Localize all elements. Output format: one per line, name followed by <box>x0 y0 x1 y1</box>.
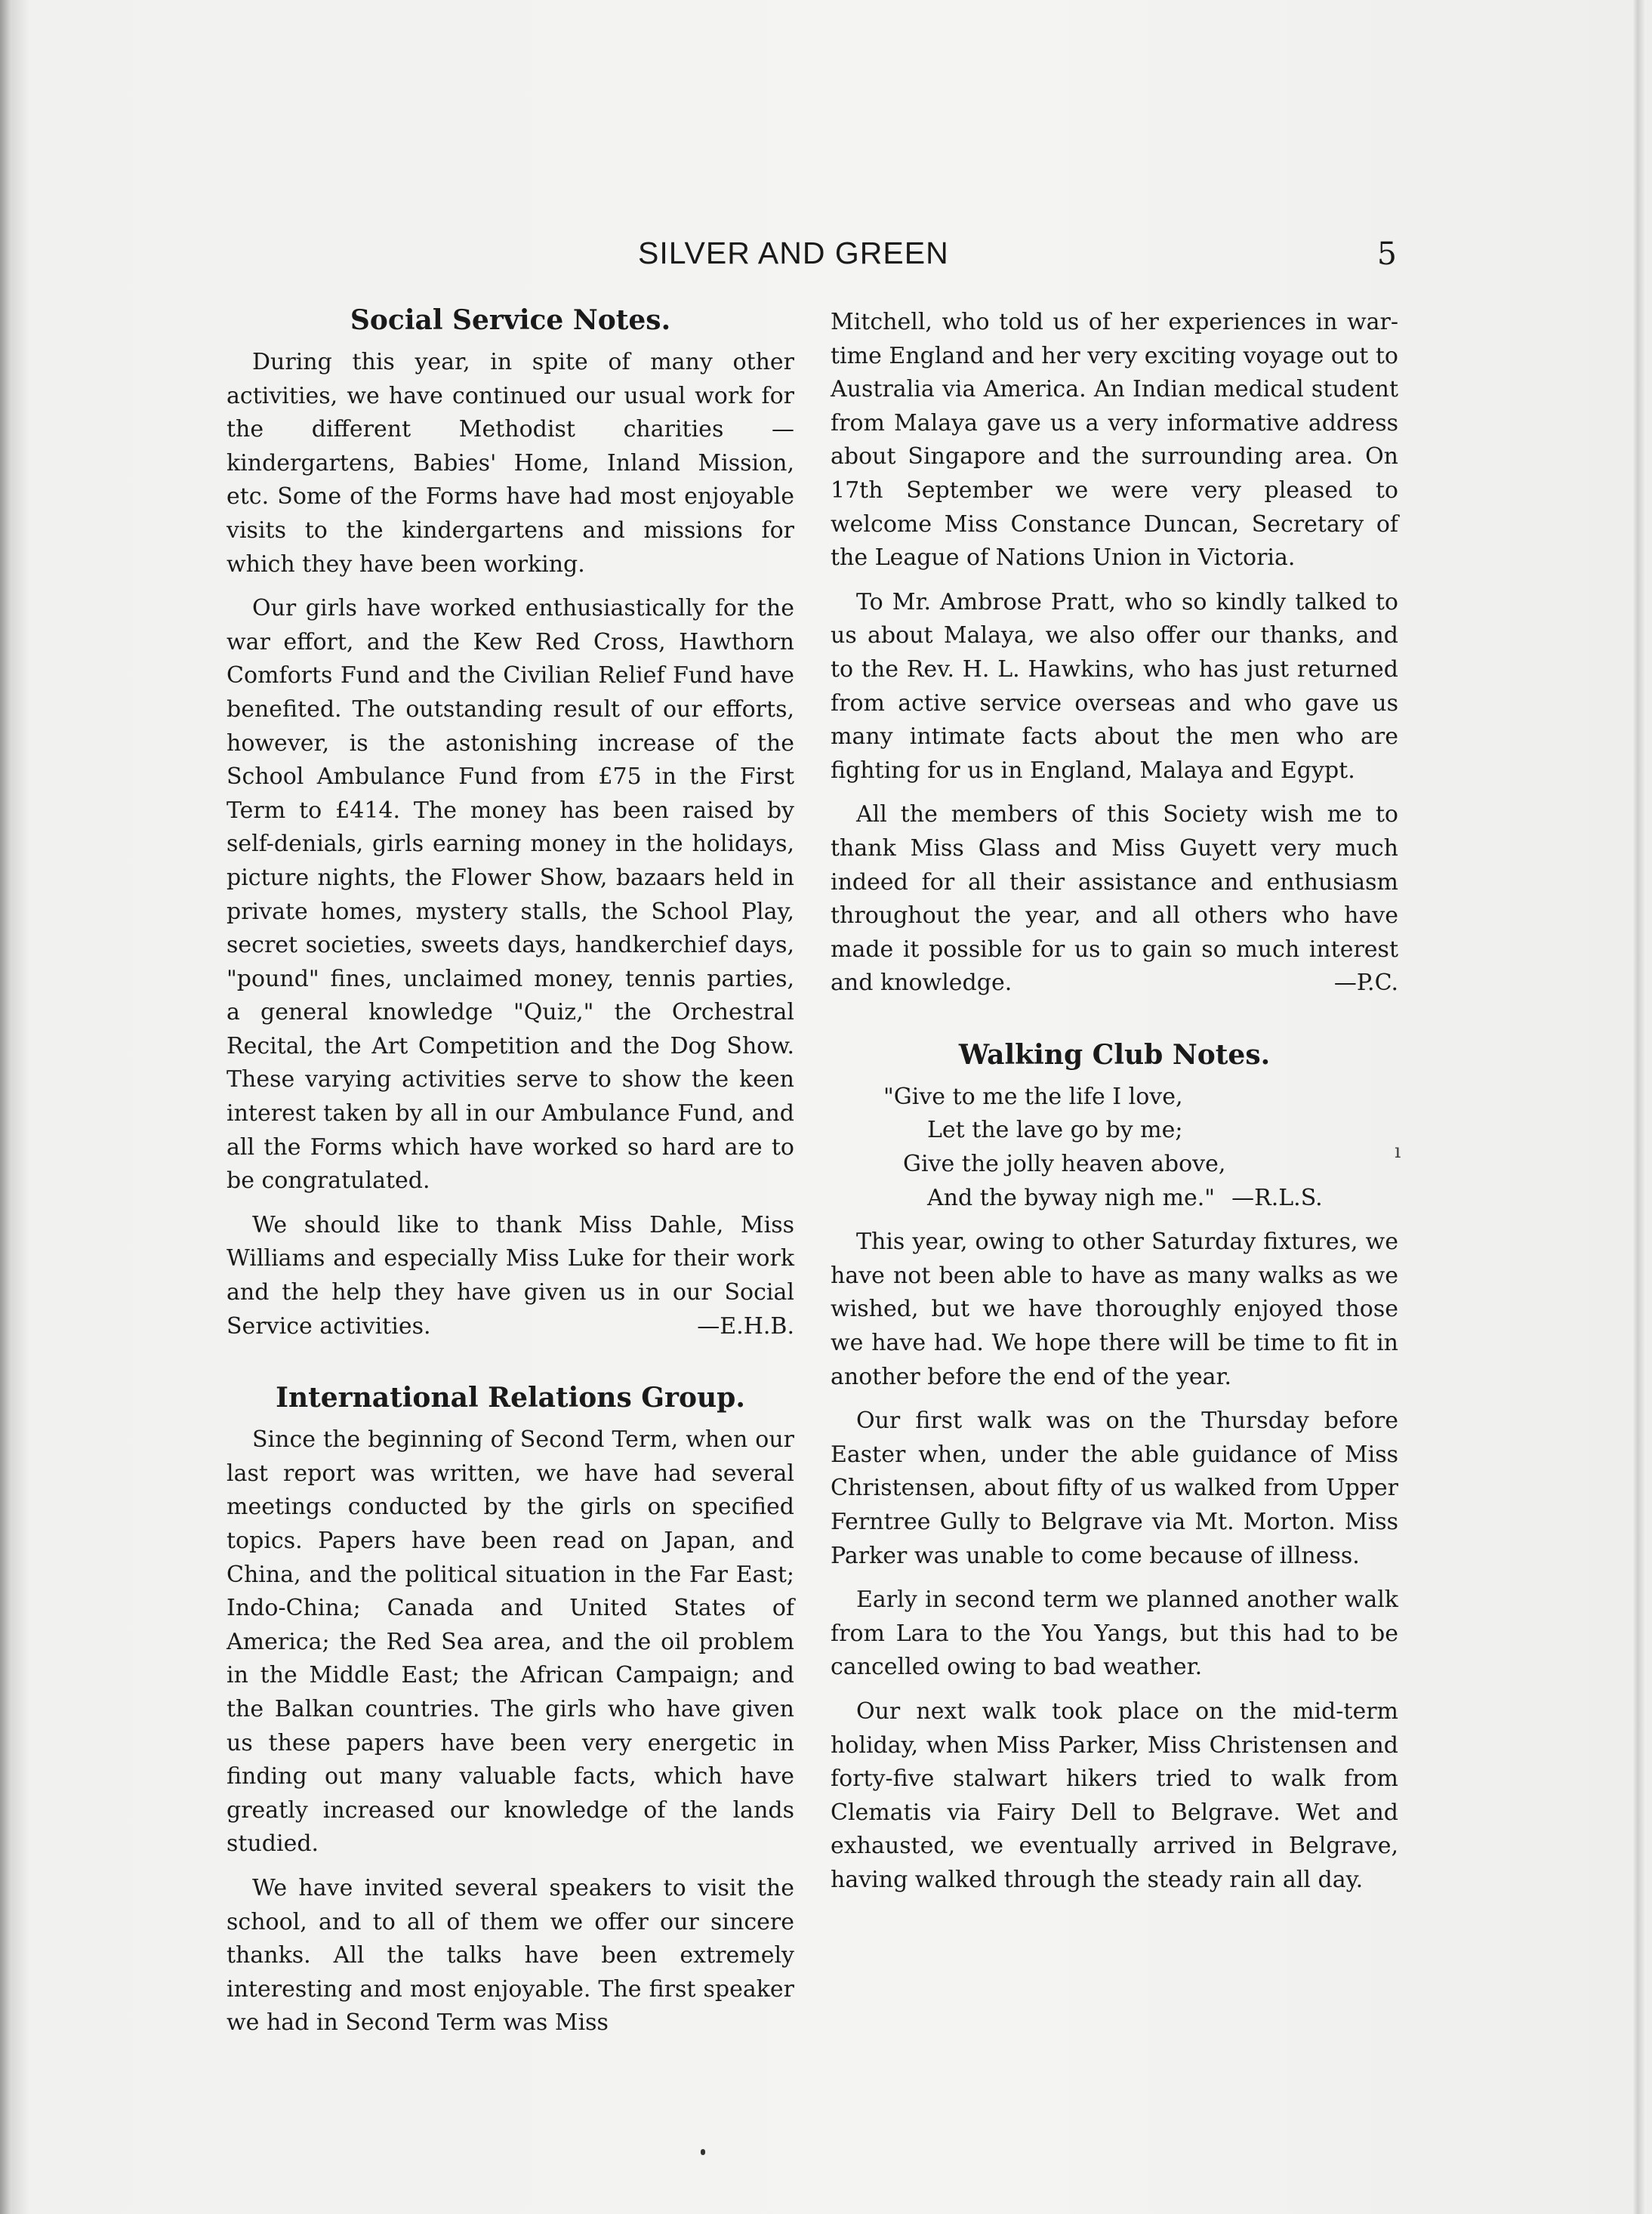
social-service-heading: Social Service Notes. <box>350 304 671 336</box>
international-signature: —P.C. <box>1333 970 1398 997</box>
poem-line-2: Let the lave go by me; <box>927 1117 1183 1144</box>
social-service-paragraph-2: Our girls have worked enthusiastically for the war effort, and the Kew Red Cross, Hawthorn Comforts Fund and the Civilian Relief Fund have benefited. The outstanding result of our efforts, however, is the astonishing increase of the School Ambulance Fund from £75 in the First Term to £414. The money has been raised by self-denials, girls earning money in the holidays, picture nights, the Flower Show, bazaars held in private homes, mystery stalls, the School Play, secret societies, sweets days, handkerchief days, "pound" fines, unclaimed money, tennis parties, a general knowledge "Quiz," the Orchestral Recital, the Art Competition and the Dog Show. These varying activities serve to show the keen interest taken by all in our Ambulance Fund, and all the Forms which have worked so hard are to be congratulated. <box>227 595 794 1195</box>
bottom-dot <box>701 2149 705 2155</box>
left-column <box>227 302 794 2051</box>
poem-line-1: "Give to me the life I love, <box>883 1083 1183 1110</box>
international-continued-paragraph-1: Mitchell, who told us of her experiences in war-time England and her very exciting voyage out to Australia via America. An Indian medical student from Malaya gave us a very informative address about Singapore and the surrounding area. On 17th September we were very pleased to welcome Miss Constance Duncan, Secretary of the League of Nations Union in Victoria. <box>831 309 1398 572</box>
social-service-paragraph-3-text: We should like to thank Miss Dahle, Miss Williams and especially Miss Luke for their work and the help they have given us in our Social Service activities. <box>227 1211 794 1340</box>
international-heading: International Relations Group. <box>276 1382 745 1414</box>
international-continued-paragraph-3 <box>831 798 1398 1001</box>
international-continued-paragraph-2: To Mr. Ambrose Pratt, who so kindly talked to us about Malaya, we also offer our thanks, and to the Rev. H. L. Hawkins, who has just returned from active service overseas and who gave us many intimate facts about the men who are fighting for us in England, Malaya and Egypt. <box>831 588 1398 784</box>
poem-line-4-text: And the byway nigh me." <box>927 1184 1216 1211</box>
right-column <box>831 306 1398 1908</box>
stray-mark: ı <box>1395 1140 1401 1163</box>
walking-club-poem <box>831 1081 1398 1215</box>
international-continued-paragraph-3-text: All the members of this Society wish me to thank Miss Glass and Miss Guyett very much indeed for all their assistance and enthusiasm throughout the year, and all others who have made it possible for us to gain so much interest and knowledge. <box>831 801 1398 997</box>
walking-club-paragraph-3: Early in second term we planned another walk from Lara to the You Yangs, but this had to be cancelled owing to bad weather. <box>831 1586 1398 1681</box>
running-title: SILVER AND GREEN <box>638 236 949 270</box>
international-paragraph-2: We have invited several speakers to visit the school, and to all of them we offer our sincere thanks. All the talks have been extremely interesting and most enjoyable. The first speaker we had in Second Term was Miss <box>227 1874 794 2037</box>
page-edge <box>1632 0 1646 2214</box>
international-paragraph-1: Since the beginning of Second Term, when our last report was written, we have had several meetings conducted by the girls on specified topics. Papers have been read on Japan, and China, and the political situation in the Far East; Indo-China; Canada and United States of America; the Red Sea area, and the oil problem in the Middle East; the African Campaign; and the Balkan countries. The girls who have given us these papers have been very energetic in finding out many valuable facts, which have greatly increased our knowledge of the lands studied. <box>227 1426 794 1858</box>
poem-attribution: —R.L.S. <box>1231 1184 1323 1211</box>
running-header <box>227 236 1404 281</box>
walking-club-paragraph-4: Our next walk took place on the mid-term holiday, when Miss Parker, Miss Christensen and forty-five stalwart hikers tried to walk from Clematis via Fairy Dell to Belgrave. Wet and exhausted, we eventually arrived in Belgrave, having walked through the steady rain all day. <box>831 1698 1398 1893</box>
walking-club-paragraph-2: Our first walk was on the Thursday before Easter when, under the able guidance of Miss Christensen, about fifty of us walked from Upper Ferntree Gully to Belgrave via Mt. Morton. Miss Parker was unable to come because of illness. <box>831 1408 1398 1569</box>
walking-club-heading: Walking Club Notes. <box>958 1038 1271 1071</box>
poem-line-3: Give the jolly heaven above, <box>903 1151 1226 1178</box>
social-service-signature: —E.H.B. <box>697 1312 794 1340</box>
social-service-paragraph-3 <box>227 1209 794 1343</box>
social-service-paragraph-1: During this year, in spite of many other activities, we have continued our usual work for the different Methodist charities — kindergartens, Babies' Home, Inland Mission, etc. Some of the Forms have had most enjoyable visits to the kindergartens and missions for which they have been working. <box>227 349 794 578</box>
page-number: 5 <box>1376 236 1397 272</box>
poem-line-4 <box>831 1182 1398 1216</box>
walking-club-paragraph-1: This year, owing to other Saturday fixtures, we have not been able to have as many walks as we wished, but we have thoroughly enjoyed those we have had. We hope there will be time to fit in another before the end of the year. <box>831 1229 1398 1390</box>
